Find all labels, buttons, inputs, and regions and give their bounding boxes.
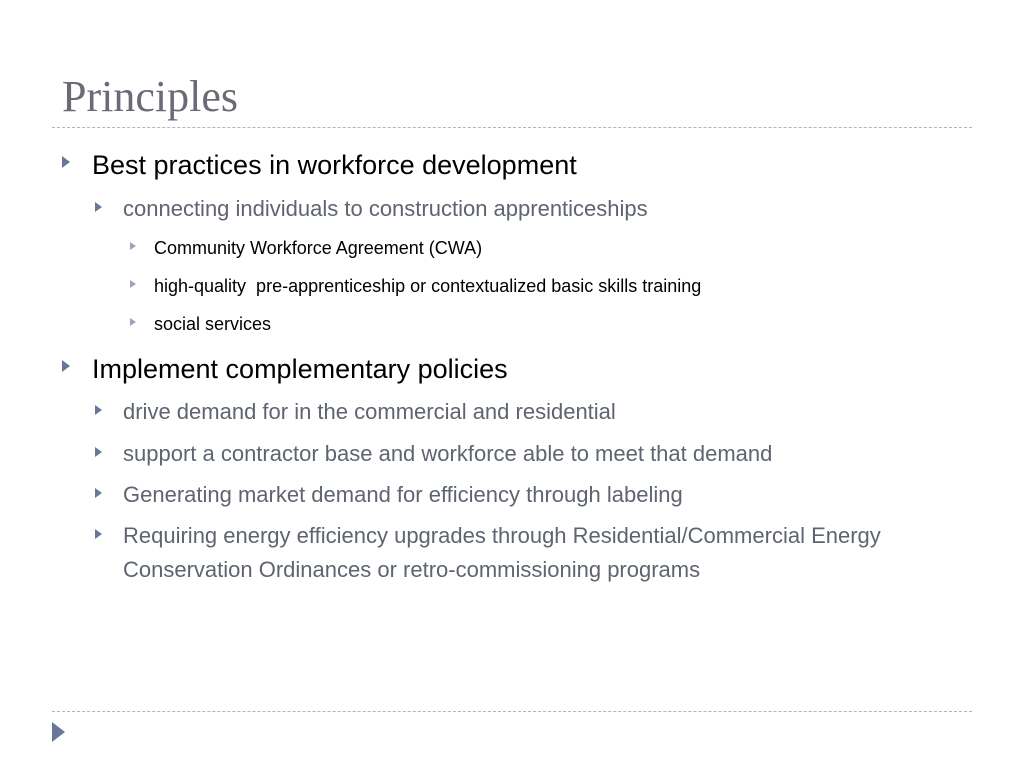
triangle-right-icon [95, 488, 102, 498]
triangle-right-icon [130, 280, 136, 288]
bullet-text: Best practices in workforce development [92, 150, 577, 180]
footer-divider [52, 711, 972, 712]
bullet-text: support a contractor base and workforce able to meet that demand [123, 441, 773, 466]
triangle-right-icon [62, 360, 70, 372]
bullet-text: Requiring energy efficiency upgrades through Residential/Commercial Energy Conservation Ordinances or retro-commissioning programs [123, 523, 881, 582]
slide-title: Principles [62, 72, 238, 121]
next-slide-arrow-icon[interactable] [52, 722, 65, 742]
triangle-right-icon [95, 529, 102, 539]
bullet-text: Generating market demand for efficiency through labeling [123, 482, 683, 507]
bullet-text: Community Workforce Agreement (CWA) [154, 238, 483, 258]
triangle-right-icon [130, 318, 136, 326]
bullet-text: connecting individuals to construction apprenticeships [123, 196, 648, 221]
triangle-right-icon [130, 242, 136, 250]
triangle-right-icon [95, 405, 102, 415]
triangle-right-icon [95, 202, 102, 212]
bullet-text: social services [154, 314, 272, 334]
title-divider [52, 127, 972, 128]
bullet-text: high-quality pre-apprenticeship or contextualized basic skills training [154, 276, 702, 296]
bullet-text: Implement complementary policies [92, 354, 508, 384]
bullet-text: drive demand for in the commercial and residential [123, 399, 616, 424]
triangle-right-icon [62, 156, 70, 168]
triangle-right-icon [95, 447, 102, 457]
